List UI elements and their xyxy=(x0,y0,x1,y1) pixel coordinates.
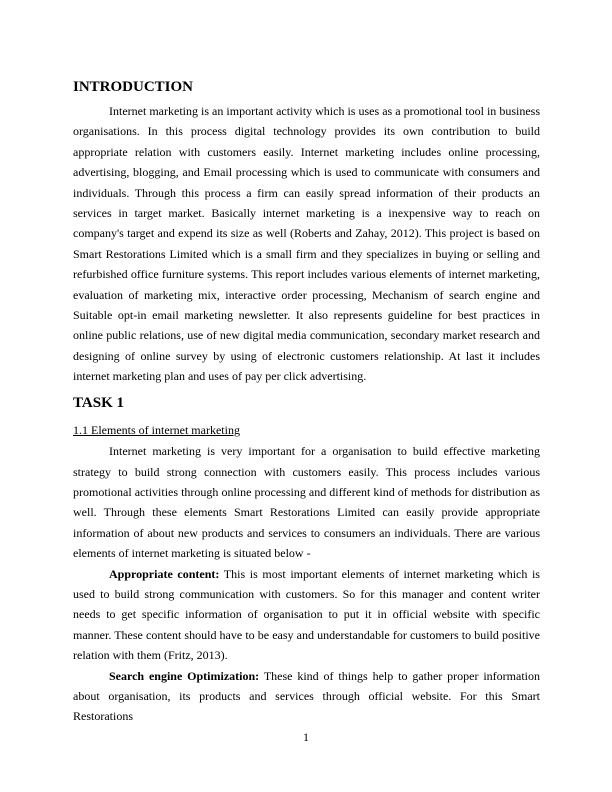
element-seo-text: These kind of things help to gather proper information about organisation, its products and services through official website. For this Smart Restorations xyxy=(73,668,540,724)
page-content xyxy=(73,77,540,727)
introduction-paragraph: Internet marketing is an important activity which is uses as a promotional tool in business organisations. In this process digital technology provides its own contribution to build appropriate relation with customers easily. Internet marketing includes online processing, advertising, blogging, and Email processing which is used to communicate with consumers and individuals. Through this process a firm can easily spread information of their products an services in target market. Basically internet marketing is a inexpensive way to reach on company's target and expend its size as well (Roberts and Zahay, 2012). This project is based on Smart Restorations Limited which is a small firm and they specializes in buying or selling and refurbished office furniture systems. This report includes various elements of internet marketing, evaluation of marketing mix, interactive order processing, Mechanism of search engine and Suitable opt-in email marketing newsletter. It also represents guideline for best practices in online public relations, use of new digital media communication, secondary market research and designing of online survey by using of electronic customers relationship. At last it includes internet marketing plan and uses of pay per click advertising. xyxy=(73,104,540,384)
introduction-heading: INTRODUCTION xyxy=(73,79,194,95)
element-seo-title: Search engine Optimization: xyxy=(109,668,260,683)
page-number: 1 xyxy=(303,730,309,744)
task1-heading: TASK 1 xyxy=(73,394,124,411)
task1-intro-paragraph: Internet marketing is very important for a organisation to build effective marketing strategy to build strong connection with customers easily. This process includes various promotional activities through online processing and different kind of methods for distribution as well. Through these elements Smart Restorations Limited can easily provide appropriate information of about new products and services to consumers an individuals. There are various elements of internet marketing is situated below - xyxy=(73,444,540,561)
element-appropriate-content-text: This is most important elements of internet marketing which is used to build strong communication with customers. So for this manager and content writer needs to get specific information of organisation to put it in official website with specific manner. These content should have to be easy and understandable for customers to build positive relation with them (Fritz, 2013). xyxy=(73,566,540,663)
element-appropriate-content-title: Appropriate content: xyxy=(109,566,220,581)
element-appropriate-content xyxy=(73,564,540,666)
element-seo xyxy=(73,666,540,727)
section-1-1-subheading: 1.1 Elements of internet marketing xyxy=(73,422,240,437)
